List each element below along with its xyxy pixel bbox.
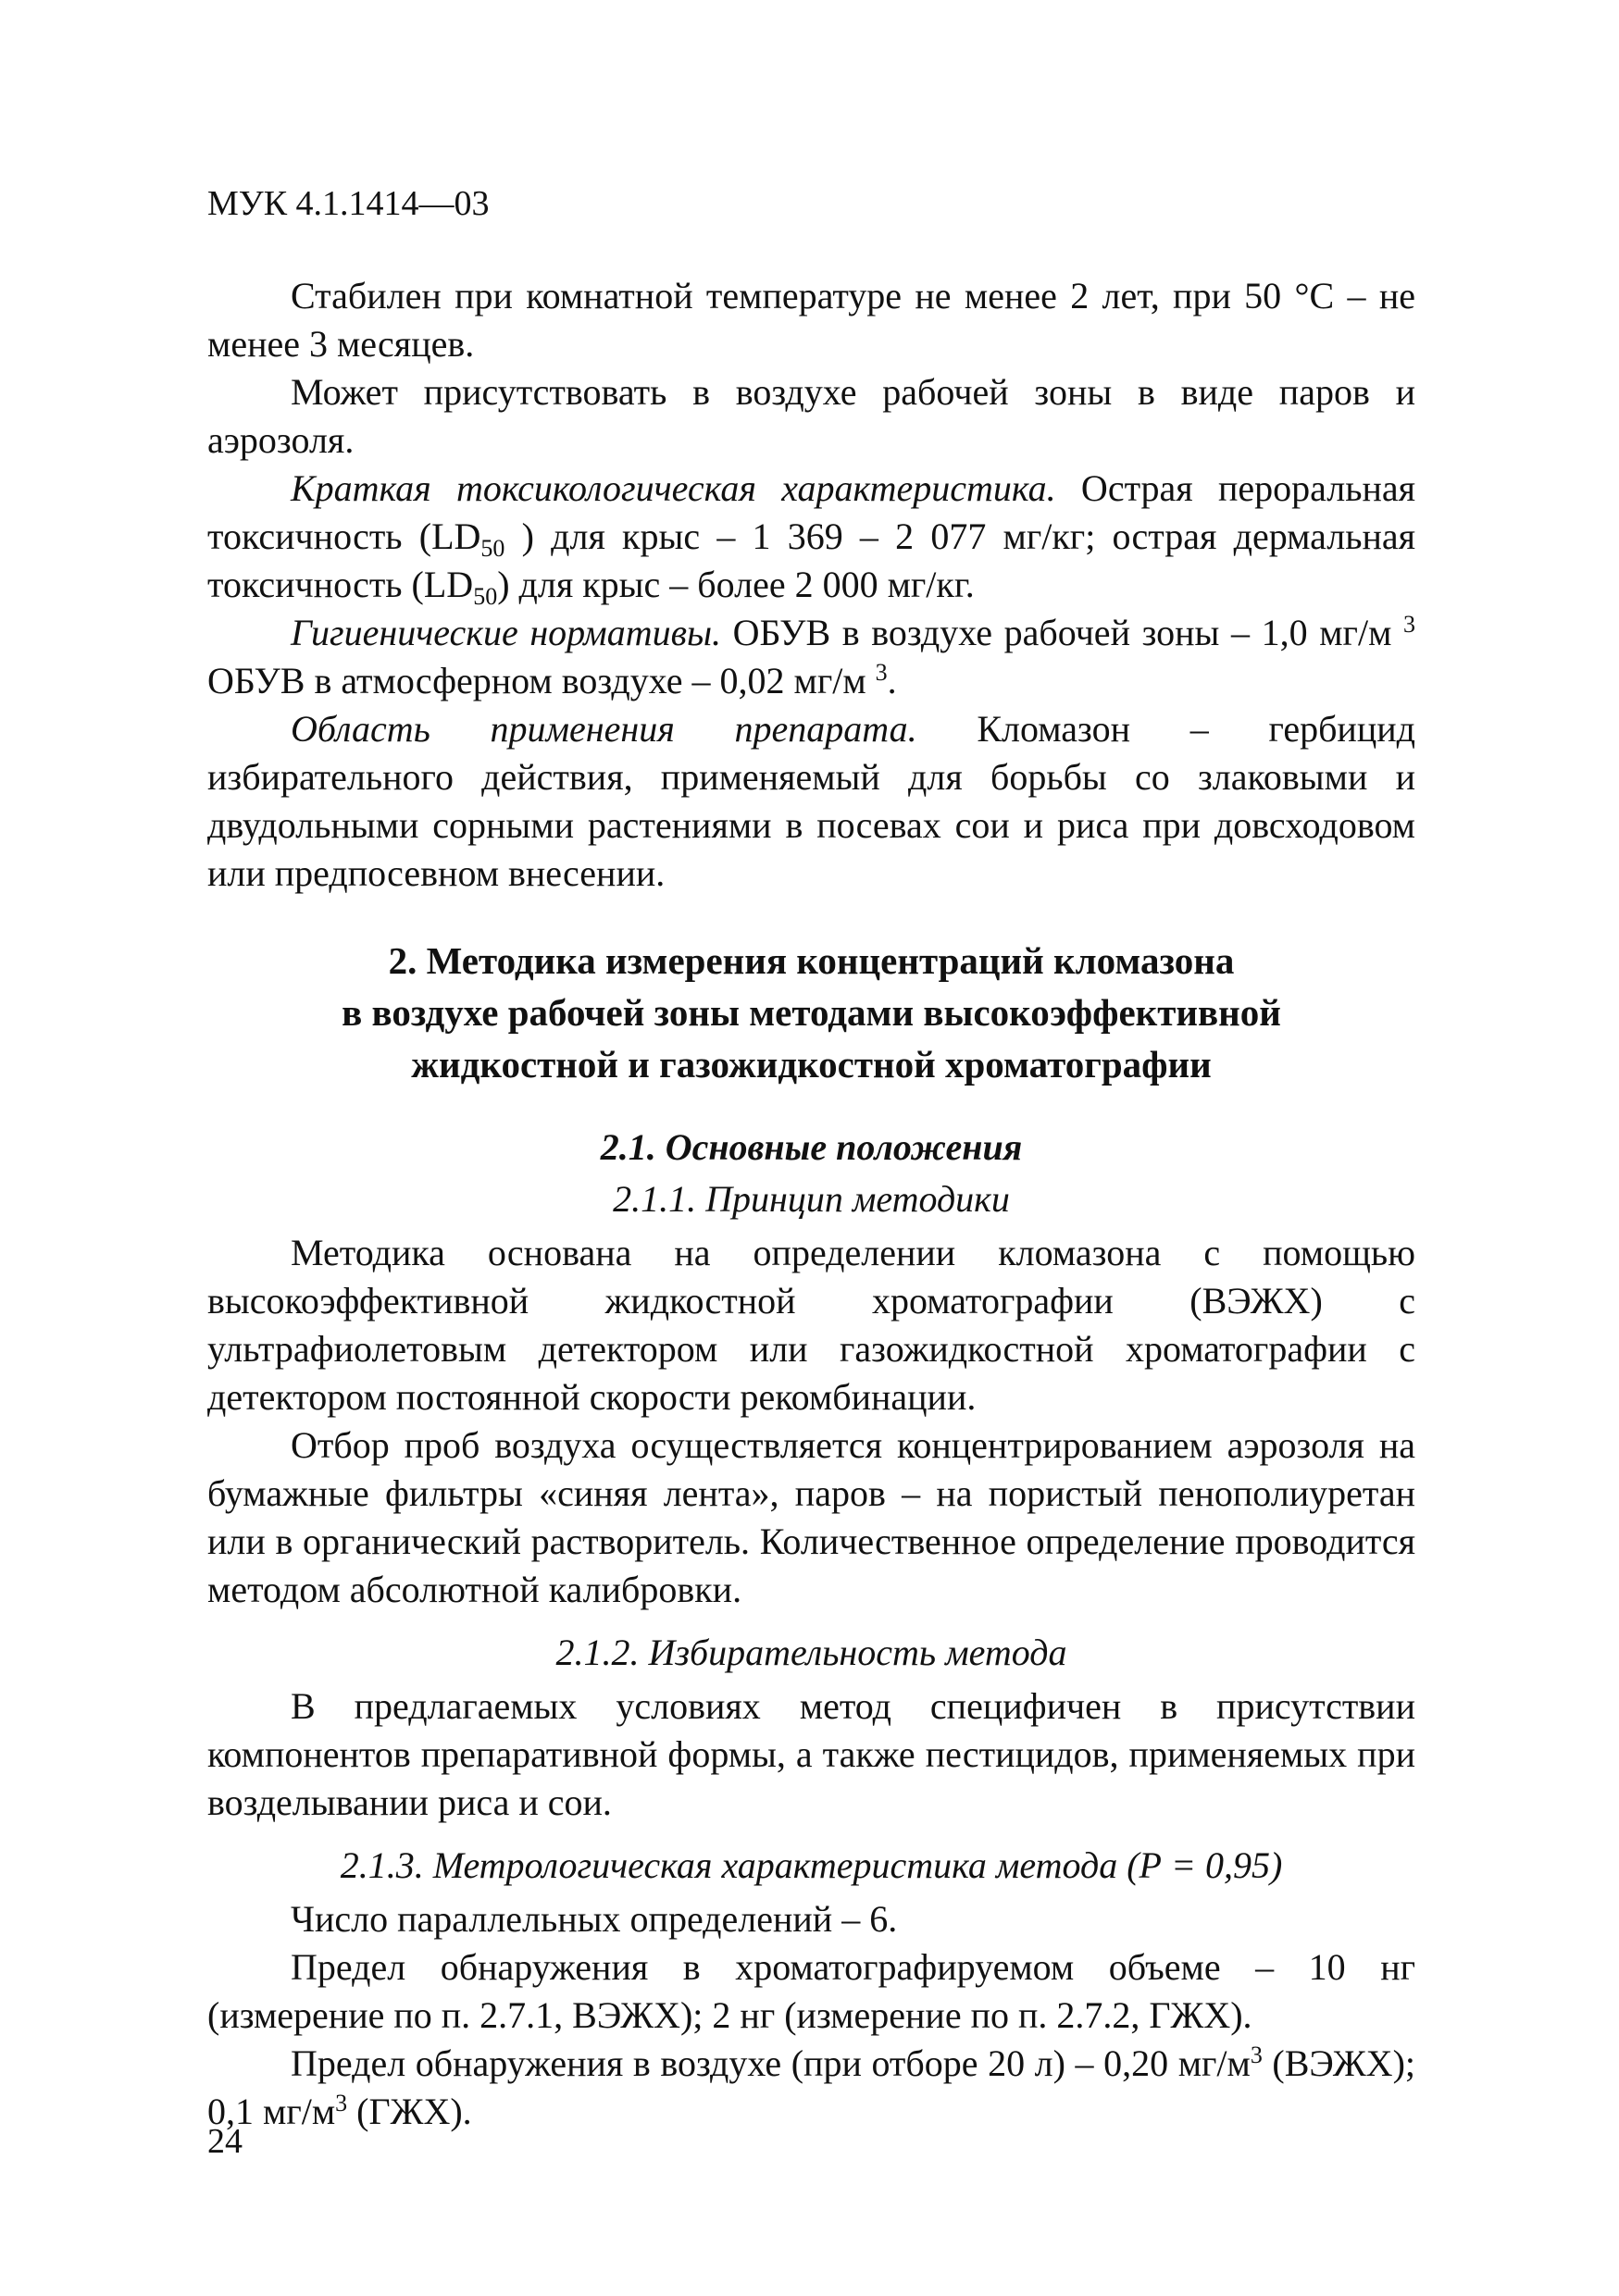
application-label: Область применения препарата. [291, 708, 917, 750]
detection-limit-air-text-c: (ГЖХ). [347, 2091, 472, 2132]
hygiene-norms-text-b: ОБУВ в атмосферном воздухе – 0,02 мг/м [207, 660, 876, 701]
ld50-subscript-1: 50 [480, 535, 505, 562]
running-head: МУК 4.1.1414—03 [207, 184, 490, 223]
hygiene-norms-label: Гигиенические нормативы. [291, 612, 722, 653]
hygiene-norms-paragraph [207, 609, 1415, 705]
subsection-2-1-title: 2.1. Основные положения [600, 1126, 1023, 1168]
toxicology-text-c: ) для крыс – более 2 000 мг/кг. [497, 564, 975, 605]
principle-paragraph-1: Методика основана на определении кломазона с помощью высокоэффективной жидкостной хроматографии (ВЭЖХ) с ультрафиолетовым детектором или газожидкостной хроматографии с детектором постоянной скорости рекомбинации. [207, 1232, 1415, 1418]
detection-limit-volume-paragraph: Предел обнаружения в хроматографируемом объеме – 10 нг (измерение по п. 2.7.1, ВЭЖХ); 2 нг (измерение по п. 2.7.2, ГЖХ). [207, 1946, 1415, 2036]
stability-paragraph: Стабилен при комнатной температуре не менее 2 лет, при 50 °С – не менее 3 месяцев. [207, 275, 1415, 365]
detection-limit-air-text-a: Предел обнаружения в воздухе (при отборе 20 л) – 0,20 мг/м [291, 2042, 1251, 2084]
hygiene-norms-text-c: . [887, 660, 897, 701]
detection-limit-air-text-b: (ВЭЖХ); 0,1 мг/м [207, 2042, 1415, 2132]
section-2-title-line-1: 2. Методика измерения концентраций кломазона [388, 939, 1235, 982]
application-text: Кломазон – гербицид избирательного действия, применяемый для борьбы со злаковыми и двудольными сорными растениями в посевах сои и риса при довсходовом или предпосевном внесении. [207, 708, 1415, 894]
toxicology-label: Краткая токсикологическая характеристика. [291, 467, 1056, 509]
parallel-determinations-paragraph: Число параллельных определений – 6. [291, 1898, 898, 1940]
item-2-1-2-title: 2.1.2. Избирательность метода [555, 1632, 1067, 1673]
toxicology-paragraph [207, 465, 1415, 609]
section-2-title [207, 935, 1415, 1090]
section-2-title-line-2: в воздухе рабочей зоны методами высокоэффективной [342, 991, 1281, 1034]
ld50-subscript-2: 50 [473, 583, 498, 610]
selectivity-paragraph: В предлагаемых условиях метод специфичен в присутствии компонентов препаративной формы, а также пестицидов, применяемых при возделывании риса и сои. [207, 1685, 1415, 1823]
hygiene-norms-text-a: ОБУВ в воздухе рабочей зоны – 1,0 мг/м [721, 612, 1403, 653]
detection-limit-air-paragraph [207, 2040, 1415, 2136]
cubic-superscript-3: 3 [1250, 2042, 1263, 2068]
cubic-superscript-4: 3 [335, 2090, 348, 2116]
cubic-superscript-1: 3 [1403, 611, 1415, 638]
application-paragraph [207, 705, 1415, 898]
page-content [207, 272, 1415, 2136]
toxicology-text-b: ) для крыс – 1 369 – 2 077 мг/кг; острая дермальная токсичность (LD [207, 515, 1416, 605]
item-2-1-3-title: 2.1.3. Метрологическая характеристика метода (Р = 0,95) [340, 1844, 1283, 1886]
section-2-title-line-3: жидкостной и газожидкостной хроматографии [411, 1043, 1212, 1086]
toxicology-text-a: Острая пероральная токсичность (LD [207, 467, 1415, 557]
cubic-superscript-2: 3 [875, 659, 888, 686]
page-number: 24 [207, 2122, 243, 2161]
principle-paragraph-2: Отбор проб воздуха осуществляется концентрированием аэрозоля на бумажные фильтры «синяя лента», паров – на пористый пенополиуретан или в органический растворитель. Количественное определение проводится методом абсолютной калибровки. [207, 1424, 1415, 1610]
item-2-1-1-title: 2.1.1. Принцип методики [613, 1178, 1010, 1220]
air-presence-paragraph: Может присутствовать в воздухе рабочей зоны в виде паров и аэрозоля. [207, 371, 1415, 461]
